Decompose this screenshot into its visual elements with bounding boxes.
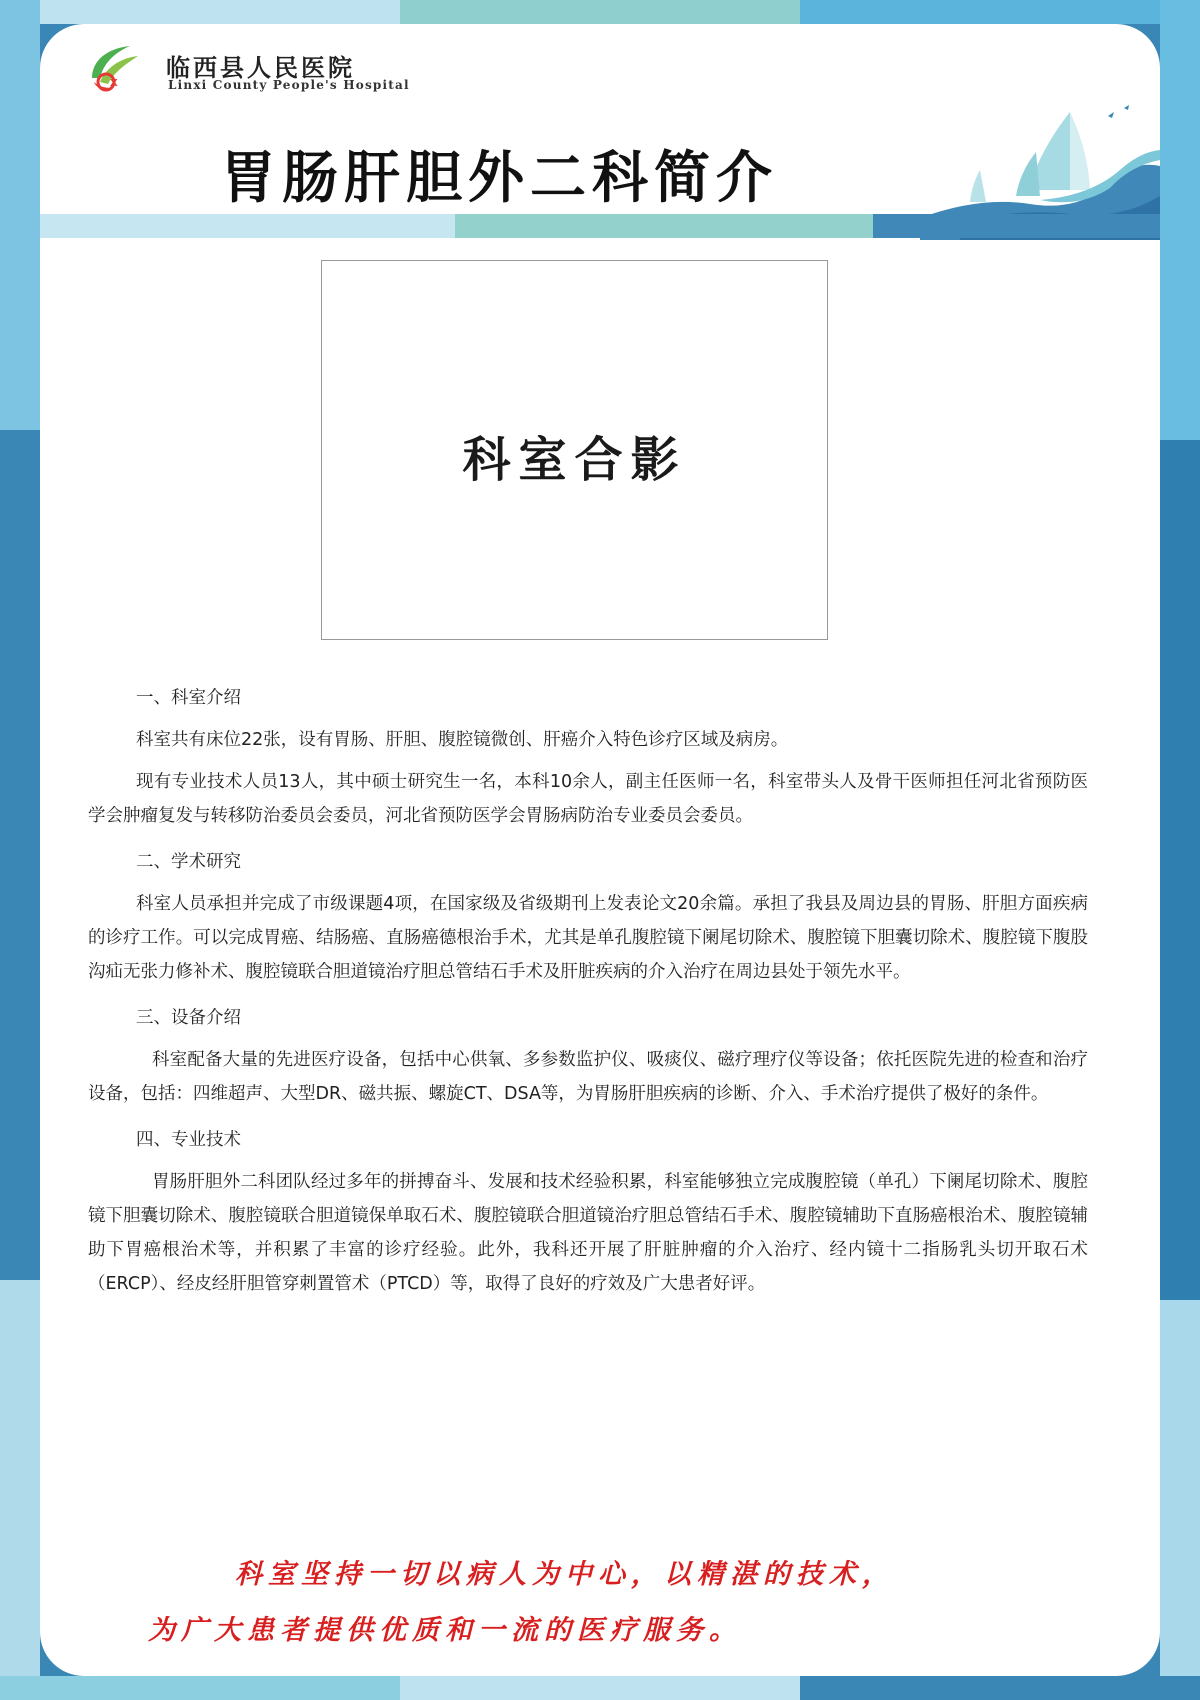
hospital-name-cn: 临西县人民医院 (166, 54, 355, 82)
border-band (800, 0, 1200, 24)
header-stripe (455, 214, 873, 238)
border-band (0, 1676, 400, 1700)
border-band (0, 430, 40, 1280)
border-band (400, 0, 800, 24)
border-band (0, 0, 400, 24)
slogan-line: 为广大患者提供优质和一流的医疗服务。 (148, 1615, 742, 1646)
section-paragraph: 胃肠肝胆外二科团队经过多年的拼搏奋斗、发展和技术经验积累，科室能够独立完成腹腔镜（单孔）下阑尾切除术、腹腔镜下胆囊切除术、腹腔镜联合胆道镜保单取石术、腹腔镜联合胆道镜治疗胆总管结石手术、腹腔镜辅助下直肠癌根治术、腹腔镜辅助下胃癌根治术等，并积累了丰富的诊疗经验。此外，我科还开展了肝脏肿瘤的介入治疗、经内镜十二指肠乳头切开取石术（ERCP）、经皮经肝胆管穿刺置管术（PTCD）等，取得了良好的疗效及广大患者好评。 (88, 1172, 1088, 1294)
poster-card (40, 24, 1160, 1676)
hospital-name-en: Linxi County People's Hospital (168, 78, 410, 92)
border-band (0, 1280, 40, 1700)
department-intro-text (88, 678, 1088, 1301)
section-paragraph: 科室配备大量的先进医疗设备，包括中心供氧、多参数监护仪、吸痰仪、磁疗理疗仪等设备；依托医院先进的检查和治疗设备，包括：四维超声、大型DR、磁共振、螺旋CT、DSA等，为胃肠肝胆疾病的诊断、介入、手术治疗提供了极好的条件。 (88, 1050, 1088, 1104)
header-stripe (40, 214, 455, 238)
slogan-line: 科室坚持一切以病人为中心，以精湛的技术， (235, 1559, 895, 1590)
border-band (1160, 1300, 1200, 1700)
border-band (0, 0, 40, 430)
border-band (400, 1676, 800, 1700)
page-title: 胃肠肝胆外二科简介 (220, 146, 778, 211)
svg-text:X: X (110, 78, 118, 89)
section-heading: 四、专业技术 (136, 1130, 241, 1150)
header-stripe (873, 214, 1160, 238)
section-paragraph: 现有专业技术人员13人，其中硕士研究生一名，本科10余人，副主任医师一名，科室带头人及骨干医师担任河北省预防医学会肿瘤复发与转移防治委员会委员，河北省预防医学会胃肠病防治专业委员会委员。 (88, 772, 1088, 826)
border-band (1160, 440, 1200, 1300)
hospital-logo-icon (86, 38, 142, 94)
section-heading: 二、学术研究 (136, 852, 241, 872)
group-photo-placeholder (321, 260, 828, 640)
section-heading: 三、设备介绍 (136, 1008, 241, 1028)
border-band (1160, 0, 1200, 440)
photo-label: 科室合影 (462, 432, 687, 488)
border-band (800, 1676, 1200, 1700)
section-paragraph: 科室人员承担并完成了市级课题4项，在国家级及省级期刊上发表论文20余篇。承担了我县及周边县的胃肠、肝胆方面疾病的诊疗工作。可以完成胃癌、结肠癌、直肠癌德根治手术，尤其是单孔腹腔镜下阑尾切除术、腹腔镜下胆囊切除术、腹腔镜下腹股沟疝无张力修补术、腹腔镜联合胆道镜治疗胆总管结石手术及肝脏疾病的介入治疗在周边县处于领先水平。 (88, 894, 1088, 982)
section-heading: 一、科室介绍 (136, 688, 241, 708)
section-paragraph: 科室共有床位22张，设有胃肠、肝胆、腹腔镜微创、肝癌介入特色诊疗区域及病房。 (136, 730, 789, 750)
